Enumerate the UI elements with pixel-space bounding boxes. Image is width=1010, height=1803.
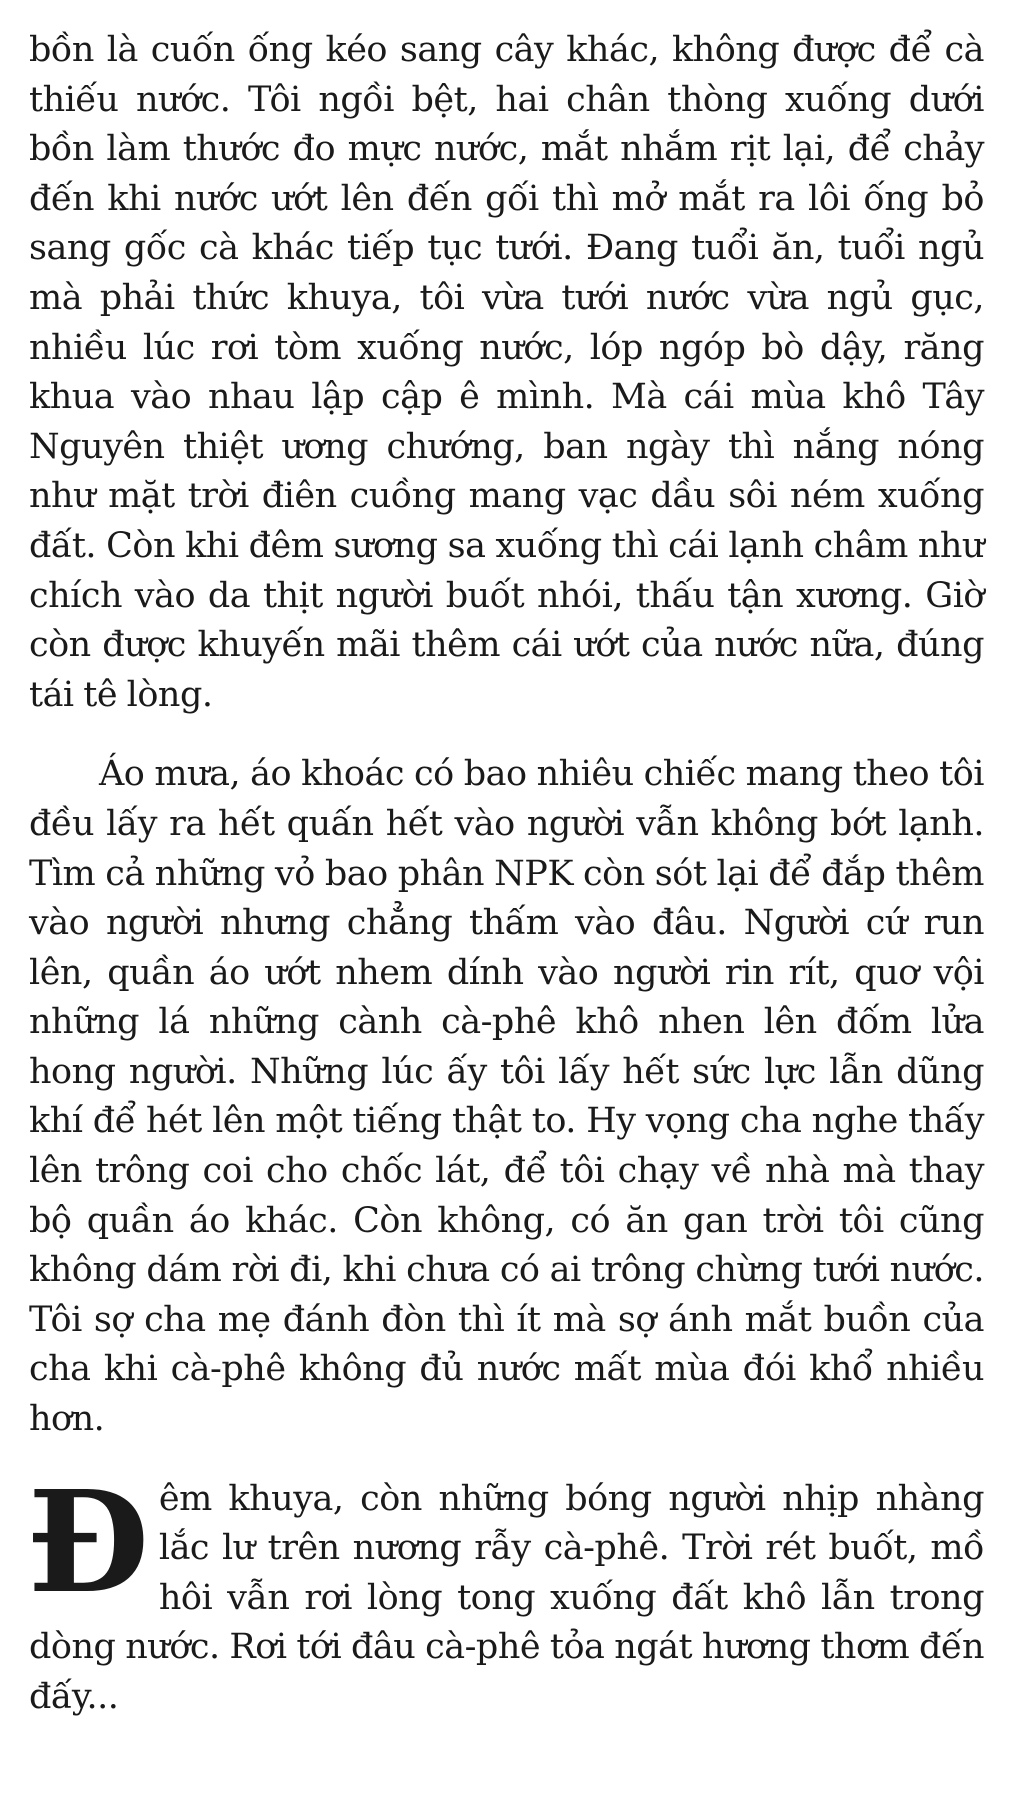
paragraph-dropcap: [27, 1460, 984, 1723]
page-body: [29, 26, 984, 1723]
paragraph-continuation: bồn là cuốn ống kéo sang cây khác, không được để cà thiếu nước. Tôi ngồi bệt, hai chân thòng xuống dưới bồn làm thước đo mực nước, mắt nhắm rịt lại, để chảy đến khi nước ướt lên đến gối thì mở mắt ra lôi ống bỏ sang gốc cà khác tiếp tục tưới. Đang tuổi ăn, tuổi ngủ mà phải thức khuya, tôi vừa tưới nước vừa ngủ gục, nhiều lúc rơi tòm xuống nước, lóp ngóp bò dậy, răng khua vào nhau lập cập ê mình. Mà cái mùa khô Tây Nguyên thiệt ương chướng, ban ngày thì nắng nóng như mặt trời điên cuồng mang vạc dầu sôi ném xuống đất. Còn khi đêm sương sa xuống thì cái lạnh châm như chích vào da thịt người buốt nhói, thấu tận xương. Giờ còn được khuyến mãi thêm cái ướt của nước nữa, đúng tái tê lòng.: [29, 30, 984, 715]
dropcap-paragraph-text: êm khuya, còn những bóng người nhịp nhàng lắc lư trên nương rẫy cà-phê. Trời rét buốt, mồ hôi vẫn rơi lòng tong xuống đất khô lẫn trong dòng nước. Rơi tới đâu cà-phê tỏa ngát hương thơm đến đấy...: [29, 1478, 984, 1717]
drop-cap-letter: Đ: [27, 1460, 149, 1625]
paragraph-indented: Áo mưa, áo khoác có bao nhiêu chiếc mang theo tôi đều lấy ra hết quấn hết vào người vẫn không bớt lạnh. Tìm cả những vỏ bao phân NPK còn sót lại để đắp thêm vào người nhưng chẳng thấm vào đâu. Người cứ run lên, quần áo ướt nhem dính vào người rin rít, quơ vội những lá những cành cà-phê khô nhen lên đốm lửa hong người. Những lúc ấy tôi lấy hết sức lực lẫn dũng khí để hét lên một tiếng thật to. Hy vọng cha nghe thấy lên trông coi cho chốc lát, để tôi chạy về nhà mà thay bộ quần áo khác. Còn không, có ăn gan trời tôi cũng không dám rời đi, khi chưa có ai trông chừng tưới nước. Tôi sợ cha mẹ đánh đòn thì ít mà sợ ánh mắt buồn của cha khi cà-phê không đủ nước mất mùa đói khổ nhiều hơn.: [29, 754, 984, 1440]
